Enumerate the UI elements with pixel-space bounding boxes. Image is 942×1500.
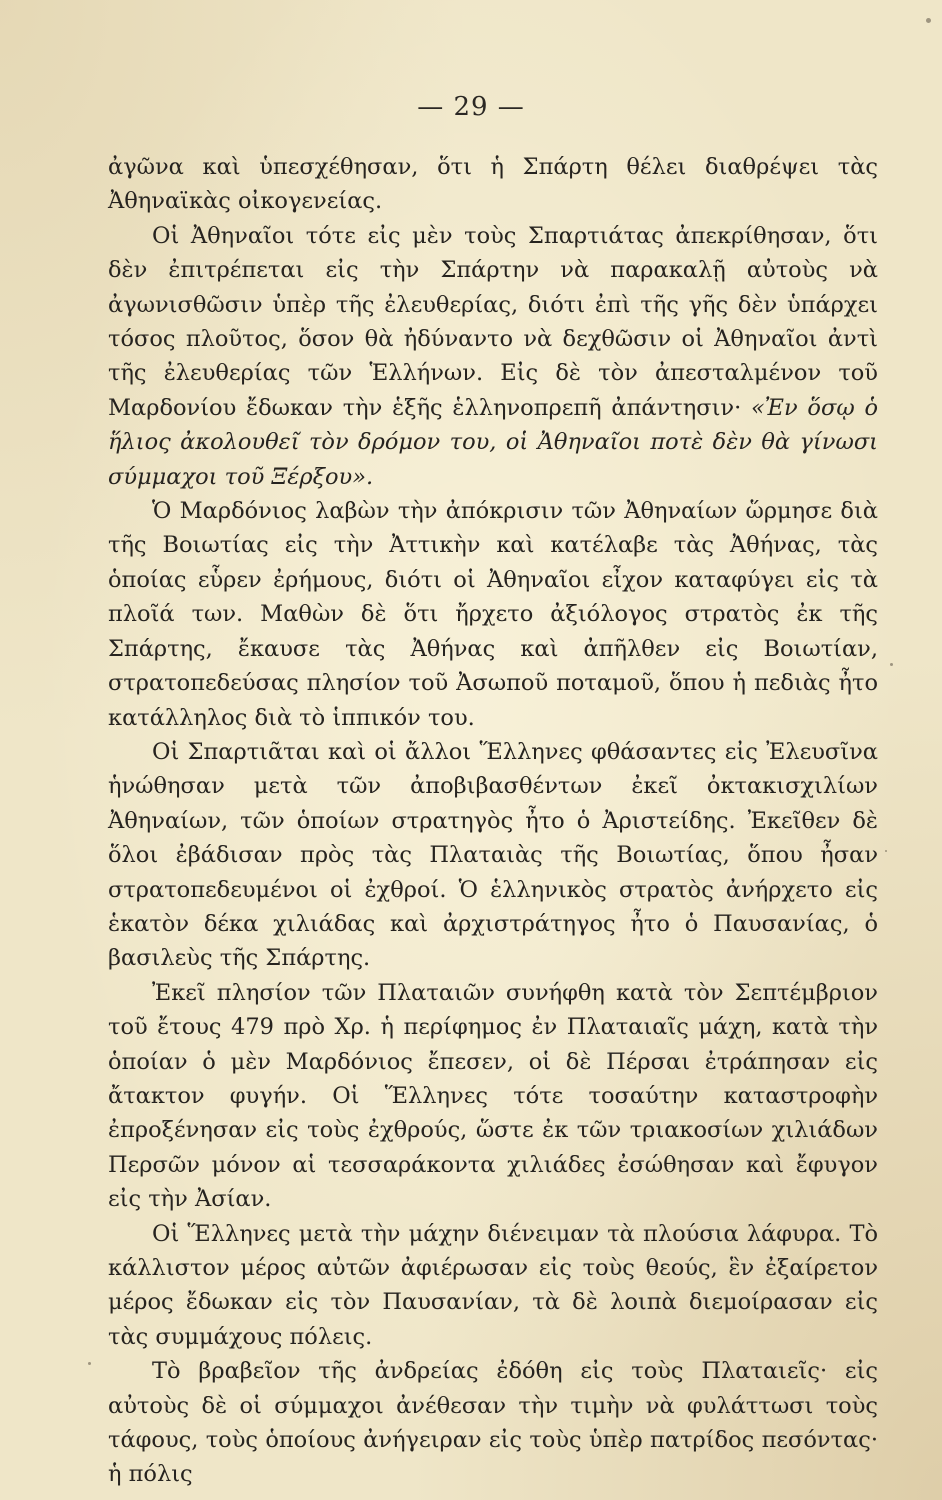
paper-speck — [890, 663, 893, 666]
paragraph-text: ἀγῶνα καὶ ὑπεσχέθησαν, ὅτι ἡ Σπάρτη θέλει διαθρέψει τὰς Ἀθηναϊκὰς οἰκογενείας. — [108, 154, 878, 215]
paragraph-text: Οἱ Σπαρτιᾶται καὶ οἱ ἄλλοι Ἕλληνες φθάσαντες εἰς Ἐλευσῖνα ἡνώθησαν μετὰ τῶν ἀποβιβασθέντων ἐκεῖ ὀκτακισχιλίων Ἀθηναίων, τῶν ὁποίων στρατηγὸς ἦτο ὁ Ἀριστείδης. Ἐκεῖθεν δὲ ὅλοι ἐβάδισαν πρὸς τὰς Πλαταιὰς τῆς Βοιωτίας, ὅπου ἦσαν στρατοπεδευμένοι οἱ ἐχθροί. Ὁ ἑλληνικὸς στρατὸς ἀνήρχετο εἰς ἑκατὸν δέκα χιλιάδας καὶ ἀρχιστράτηγος ἦτο ὁ Παυσανίας, ὁ βασιλεὺς τῆς Σπάρτης. — [108, 738, 878, 972]
paragraph — [108, 976, 878, 1217]
paragraph-text: Οἱ Ἕλληνες μετὰ τὴν μάχην διένειμαν τὰ πλούσια λάφυρα. Τὸ κάλλιστον μέρος αὐτῶν ἀφιέρωσαν εἰς τοὺς θεούς, ἓν ἐξαίρετον μέρος ἔδωκαν εἰς τὸν Παυσανίαν, τὰ δὲ λοιπὰ διεμοίρασαν εἰς τὰς συμμάχους πόλεις. — [108, 1220, 878, 1350]
paragraph-text: Ἐκεῖ πλησίον τῶν Πλαταιῶν συνήφθη κατὰ τὸν Σεπτέμβριον τοῦ ἔτους 479 πρὸ Χρ. ἡ περίφημος ἐν Πλαταιαῖς μάχη, κατὰ τὴν ὁποίαν ὁ μὲν Μαρδόνιος ἔπεσεν, οἱ δὲ Πέρσαι ἐτράπησαν εἰς ἄτακτον φυγήν. Οἱ Ἕλληνες τότε τοσαύτην καταστροφὴν ἐπροξένησαν εἰς τοὺς ἐχθρούς, ὥστε ἐκ τῶν τριακοσίων χιλιάδων Περσῶν μόνον αἱ τεσσαράκοντα χιλιάδες ἐσώθησαν καὶ ἔφυγον εἰς τὴν Ἀσίαν. — [108, 979, 878, 1213]
paragraph — [108, 1217, 878, 1355]
paragraph — [108, 735, 878, 976]
body-text — [108, 150, 878, 1492]
paragraph — [108, 494, 878, 735]
paragraph — [108, 219, 878, 494]
paragraph — [108, 150, 878, 219]
paper-speck — [926, 18, 931, 23]
paragraph-text: Οἱ Ἀθηναῖοι τότε εἰς μὲν τοὺς Σπαρτιάτας ἀπεκρίθησαν, ὅτι δὲν ἐπιτρέπεται εἰς τὴν Σπάρτην νὰ παρακαλῇ αὐτοὺς νὰ ἀγωνισθῶσιν ὑπὲρ τῆς ἐλευθερίας, διότι ἐπὶ τῆς γῆς δὲν ὑπάρχει τόσος πλοῦτος, ὅσον θὰ ἠδύναντο νὰ δεχθῶσιν οἱ Ἀθηναῖοι ἀντὶ τῆς ἐλευθερίας τῶν Ἑλλήνων. Εἰς δὲ τὸν ἀπεσταλμένον τοῦ Μαρδονίου ἔδωκαν τὴν ἑξῆς ἑλληνοπρεπῆ ἀπάντησιν· — [108, 222, 878, 421]
paper-speck — [885, 850, 887, 852]
paper-speck — [88, 1362, 91, 1365]
paragraph-text: Ὁ Μαρδόνιος λαβὼν τὴν ἀπόκρισιν τῶν Ἀθηναίων ὥρμησε διὰ τῆς Βοιωτίας εἰς τὴν Ἀττικὴν καὶ κατέλαβε τὰς Ἀθήνας, τὰς ὁποίας εὗρεν ἐρήμους, διότι οἱ Ἀθηναῖοι εἶχον καταφύγει εἰς τὰ πλοῖά των. Μαθὼν δὲ ὅτι ἤρχετο ἀξιόλογος στρατὸς ἐκ τῆς Σπάρτης, ἔκαυσε τὰς Ἀθήνας καὶ ἀπῆλθεν εἰς Βοιωτίαν, στρατοπεδεύσας πλησίον τοῦ Ἀσωποῦ ποταμοῦ, ὅπου ἡ πεδιὰς ἦτο κατάλληλος διὰ τὸ ἱππικόν του. — [108, 498, 878, 731]
paragraph — [108, 1354, 878, 1492]
page-number: — 29 — — [417, 92, 525, 122]
paragraph-text: Τὸ βραβεῖον τῆς ἀνδρείας ἐδόθη εἰς τοὺς Πλαταιεῖς· εἰς αὐτοὺς δὲ οἱ σύμμαχοι ἀνέθεσαν τὴν τιμὴν νὰ φυλάττωσι τοὺς τάφους, τοὺς ὁποίους ἀνήγειραν εἰς τοὺς ὑπὲρ πατρίδος πεσόντας· ἡ πόλις — [108, 1358, 878, 1488]
quotation: «Ἐν ὅσῳ ὁ ἥλιος ἀκολουθεῖ τὸν δρόμον του, οἱ Ἀθηναῖοι ποτὲ δὲν θὰ γίνωσι σύμμαχοι τοῦ Ξέρξου». — [108, 394, 878, 490]
